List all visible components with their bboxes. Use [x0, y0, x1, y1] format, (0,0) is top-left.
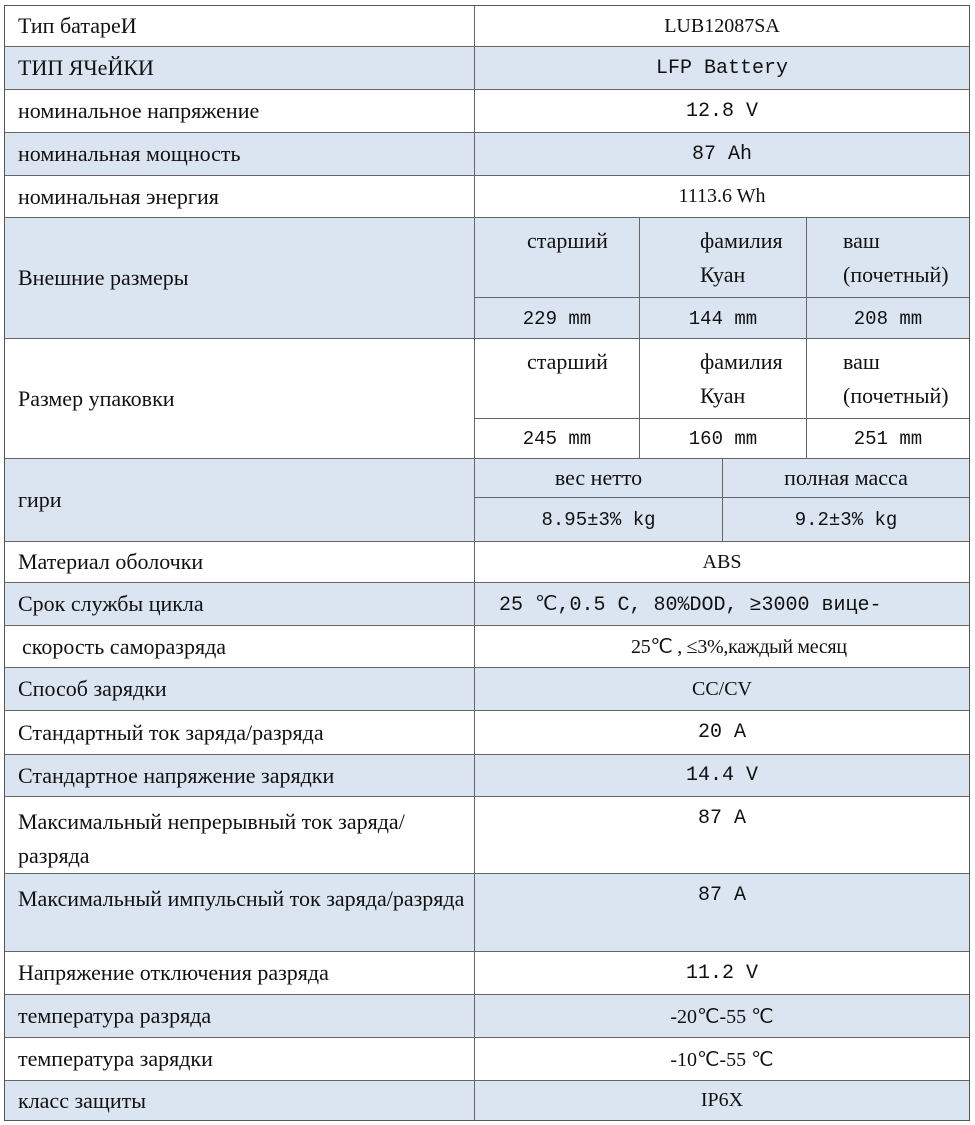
spec-row-discharge-temperature	[5, 995, 969, 1038]
spec-label: температура разряда	[5, 995, 475, 1037]
spec-value: 87 Ah	[691, 142, 752, 166]
spec-label: Максимальный непрерывный ток заряда/разряда	[5, 797, 475, 873]
package-value: 160 mm	[639, 418, 806, 459]
spec-value: IP6X	[700, 1089, 744, 1111]
spec-label: номинальная мощность	[5, 133, 475, 175]
dimension-value: 208 mm	[806, 297, 969, 339]
spec-value: CC/CV	[691, 677, 753, 700]
spec-label: Тип батареИ	[5, 6, 475, 46]
dimension-value: 144 mm	[639, 297, 806, 339]
spec-value: ABS	[702, 550, 742, 573]
spec-row-self-discharge	[5, 626, 969, 668]
spec-row-standard-current	[5, 711, 969, 755]
spec-label: класс защиты	[5, 1081, 475, 1120]
spec-value: 25 ℃,0.5 C, 80%DOD, ≥3000 вице-	[499, 594, 882, 617]
spec-label: номинальная энергия	[5, 176, 475, 217]
dimension-header: ваш (почетный)	[806, 218, 969, 297]
spec-row-battery-type	[5, 6, 969, 47]
spec-value: -20℃-55 ℃	[670, 1005, 774, 1028]
spec-value: 12.8 V	[685, 99, 758, 123]
spec-value: 20 A	[697, 721, 746, 744]
spec-row-weight	[5, 459, 969, 542]
spec-value: -10℃-55 ℃	[670, 1048, 774, 1071]
weight-value: 8.95±3% kg	[475, 497, 722, 542]
spec-value: 14.4 V	[685, 764, 758, 787]
spec-value: LFP Battery	[655, 56, 789, 80]
dimension-value: 229 mm	[475, 297, 639, 339]
spec-row-external-dimensions	[5, 218, 969, 339]
spec-label: Напряжение отключения разряда	[5, 952, 475, 994]
package-header: ваш (почетный)	[806, 339, 969, 418]
spec-row-discharge-cutoff	[5, 952, 969, 995]
spec-label: Срок службы цикла	[5, 583, 475, 625]
spec-label: Способ зарядки	[5, 668, 475, 710]
spec-row-nominal-voltage	[5, 90, 969, 133]
dimension-header: старший	[527, 228, 608, 253]
weight-header: полная масса	[722, 459, 969, 497]
spec-label: номинальное напряжение	[5, 90, 475, 132]
spec-row-max-continuous-current	[5, 797, 969, 874]
spec-value: 25℃ , ≤3%,каждый месяц	[631, 636, 847, 658]
spec-value: LUB12087SA	[664, 14, 780, 37]
spec-label: Размер упаковки	[5, 339, 475, 458]
spec-row-protection-class	[5, 1081, 969, 1120]
spec-label: Материал оболочки	[5, 542, 475, 582]
spec-label: гири	[5, 459, 475, 541]
spec-row-nominal-energy	[5, 176, 969, 218]
dimension-header: фамилия Куан	[639, 218, 806, 297]
weight-header: вес нетто	[554, 465, 643, 490]
spec-value: 87 A	[697, 884, 746, 907]
package-header: старший	[527, 349, 608, 374]
spec-label: скорость саморазряда	[5, 626, 475, 667]
spec-row-package-size	[5, 339, 969, 459]
spec-row-cycle-life	[5, 583, 969, 626]
spec-value: 1113.6 Wh	[678, 185, 766, 207]
spec-row-shell-material	[5, 542, 969, 583]
spec-row-cell-type	[5, 47, 969, 90]
spec-value: 87 A	[697, 807, 746, 830]
spec-label: Максимальный импульсный ток заряда/разряда	[5, 874, 475, 951]
spec-label: ТИП ЯЧеЙКИ	[5, 47, 475, 89]
spec-label: Стандартное напряжение зарядки	[5, 755, 475, 796]
package-header: фамилия Куан	[639, 339, 806, 418]
spec-table	[4, 5, 970, 1121]
spec-label: температура зарядки	[5, 1038, 475, 1080]
package-value: 251 mm	[806, 418, 969, 459]
spec-row-nominal-capacity	[5, 133, 969, 176]
package-value: 245 mm	[475, 418, 639, 459]
spec-value: 11.2 V	[685, 961, 758, 985]
weight-value: 9.2±3% kg	[722, 497, 969, 542]
spec-row-max-pulse-current	[5, 874, 969, 952]
spec-row-charge-temperature	[5, 1038, 969, 1081]
spec-label: Стандартный ток заряда/разряда	[5, 711, 475, 754]
spec-row-charging-method	[5, 668, 969, 711]
spec-label: Внешние размеры	[5, 218, 475, 338]
spec-row-standard-charge-voltage	[5, 755, 969, 797]
